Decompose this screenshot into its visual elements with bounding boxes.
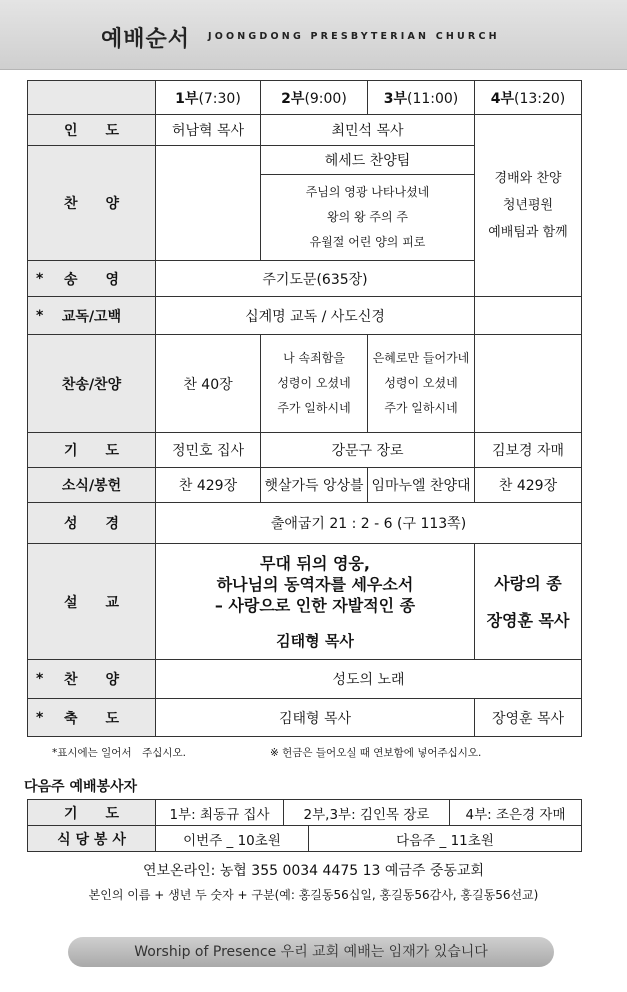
notes [0,745,627,761]
prayer-service-4: 김보경 자매 [475,433,582,468]
s4-sermon-preacher: 장영훈 목사 [486,610,570,630]
next-week-title: 다음주 예배봉사자 [24,779,138,795]
praise-songs [261,175,475,261]
label-benediction: * 축 도 [28,699,156,737]
lead-service-2-3: 최민석 목사 [261,115,475,146]
s4-side-line-1: 경배와 찬양 [494,171,562,186]
praise-song: 주님의 영광 나타나셨네 [305,185,430,199]
s4-side-line-2: 청년평원 [502,198,554,213]
note-stand: *표시에는 일어서 주십시오. [52,747,186,759]
offering-online: 연보온라인: 농협 355 0034 4475 13 예금주 중동교회 [143,863,484,879]
s4-sermon-title: 사랑의 종 [494,573,562,593]
s4-side-line-3: 예배팀과 함께 [488,225,568,240]
label-prayer: 기 도 [28,433,156,468]
row-hymn [28,335,582,433]
creed-service-4 [475,297,582,335]
benediction-value: 김태형 목사 [156,699,475,737]
row-benediction [28,699,582,737]
prayer-service-2-3: 강문구 장로 [261,433,475,468]
praise-song: 유월절 어린 양의 피로 [309,235,426,249]
hymn-service-3: 은혜로만 들어가네 성령이 오셨네 주가 일하시네 [368,335,475,433]
label-lead: 인 도 [28,115,156,146]
next-prayer-1: 1부: 최동규 집사 [156,800,284,826]
meal-this-week: 이번주 _ 10초원 [156,826,309,852]
praise-team: 헤세드 찬양팀 [261,146,475,175]
service-4-header: 4부(13:20) [475,81,582,115]
label-offering: 소식/봉헌 [28,468,156,503]
scripture-value: 출애굽기 21 : 2 - 6 (구 113쪽) [156,503,582,544]
service-3-header: 3부(11:00) [368,81,475,115]
offering-service-2: 햇살가득 앙상블 [261,468,368,503]
label-closing-hymn: * 찬 양 [28,660,156,699]
service-header-row [28,81,582,115]
next-week-prayer-row [28,800,582,826]
row-scripture [28,503,582,544]
next-prayer-2-3: 2부,3부: 김인목 장로 [284,800,450,826]
service-2-header: 2부(9:00) [261,81,368,115]
offering-service-3: 임마누엘 찬양대 [368,468,475,503]
benediction-service-4: 장영훈 목사 [475,699,582,737]
note-offering: ※ 헌금은 들어오실 때 연보함에 넣어주십시오. [270,747,482,759]
label-praise: 찬 양 [28,146,156,261]
service-4-praise-block [475,115,582,297]
footer-banner: Worship of Presence 우리 교회 예배는 임재가 있습니다 [68,937,554,967]
worship-order-table [27,80,582,737]
header-band [0,0,627,70]
hymn-service-1: 찬 40장 [156,335,261,433]
sermon-service-4 [475,544,582,660]
label-sermon: 설 교 [28,544,156,660]
next-week-meal-row [28,826,582,852]
row-creed [28,297,582,335]
next-week-table [27,799,582,852]
creed-value: 십계명 교독 / 사도신경 [156,297,475,335]
page-title: 예배순서 [101,27,191,52]
offering-service-1: 찬 429장 [156,468,261,503]
church-name: JOONGDONG PRESBYTERIAN CHURCH [208,31,500,42]
next-prayer-4: 4부: 조은경 자매 [450,800,582,826]
row-lead [28,115,582,146]
prayer-service-1: 정민호 집사 [156,433,261,468]
label-scripture: 성 경 [28,503,156,544]
hymn-service-4 [475,335,582,433]
row-sermon [28,544,582,660]
label-doxology: * 송 영 [28,261,156,297]
sermon-title-line: 하나님의 동역자를 세우소서 [216,574,414,594]
row-prayer [28,433,582,468]
row-offering [28,468,582,503]
offering-note: 본인의 이름 + 생년 두 숫자 + 구분(예: 홍길동56십일, 홍길동56감사, 홍길동56선교) [88,888,539,902]
label-hymn: 찬송/찬양 [28,335,156,433]
row-closing-hymn [28,660,582,699]
meal-label: 식 당 봉 사 [28,826,156,852]
hymn-service-2: 나 속죄함을 성령이 오셨네 주가 일하시네 [261,335,368,433]
sermon-title-line: 무대 뒤의 영웅, [260,553,370,573]
meal-next-week: 다음주 _ 11초원 [309,826,582,852]
label-creed: * 교독/고백 [28,297,156,335]
praise-song: 왕의 왕 주의 주 [327,210,408,224]
header-corner [28,81,156,115]
praise-service-1 [156,146,261,261]
service-1-header: 1부(7:30) [156,81,261,115]
offering-service-4: 찬 429장 [475,468,582,503]
sermon-title-line: – 사랑으로 인한 자발적인 종 [214,595,416,615]
sermon-block [156,544,475,660]
sermon-preacher: 김태형 목사 [276,631,354,650]
lead-service-1: 허남혁 목사 [156,115,261,146]
closing-hymn-value: 성도의 노래 [156,660,582,699]
next-prayer-label: 기 도 [28,800,156,826]
doxology-value: 주기도문(635장) [156,261,475,297]
